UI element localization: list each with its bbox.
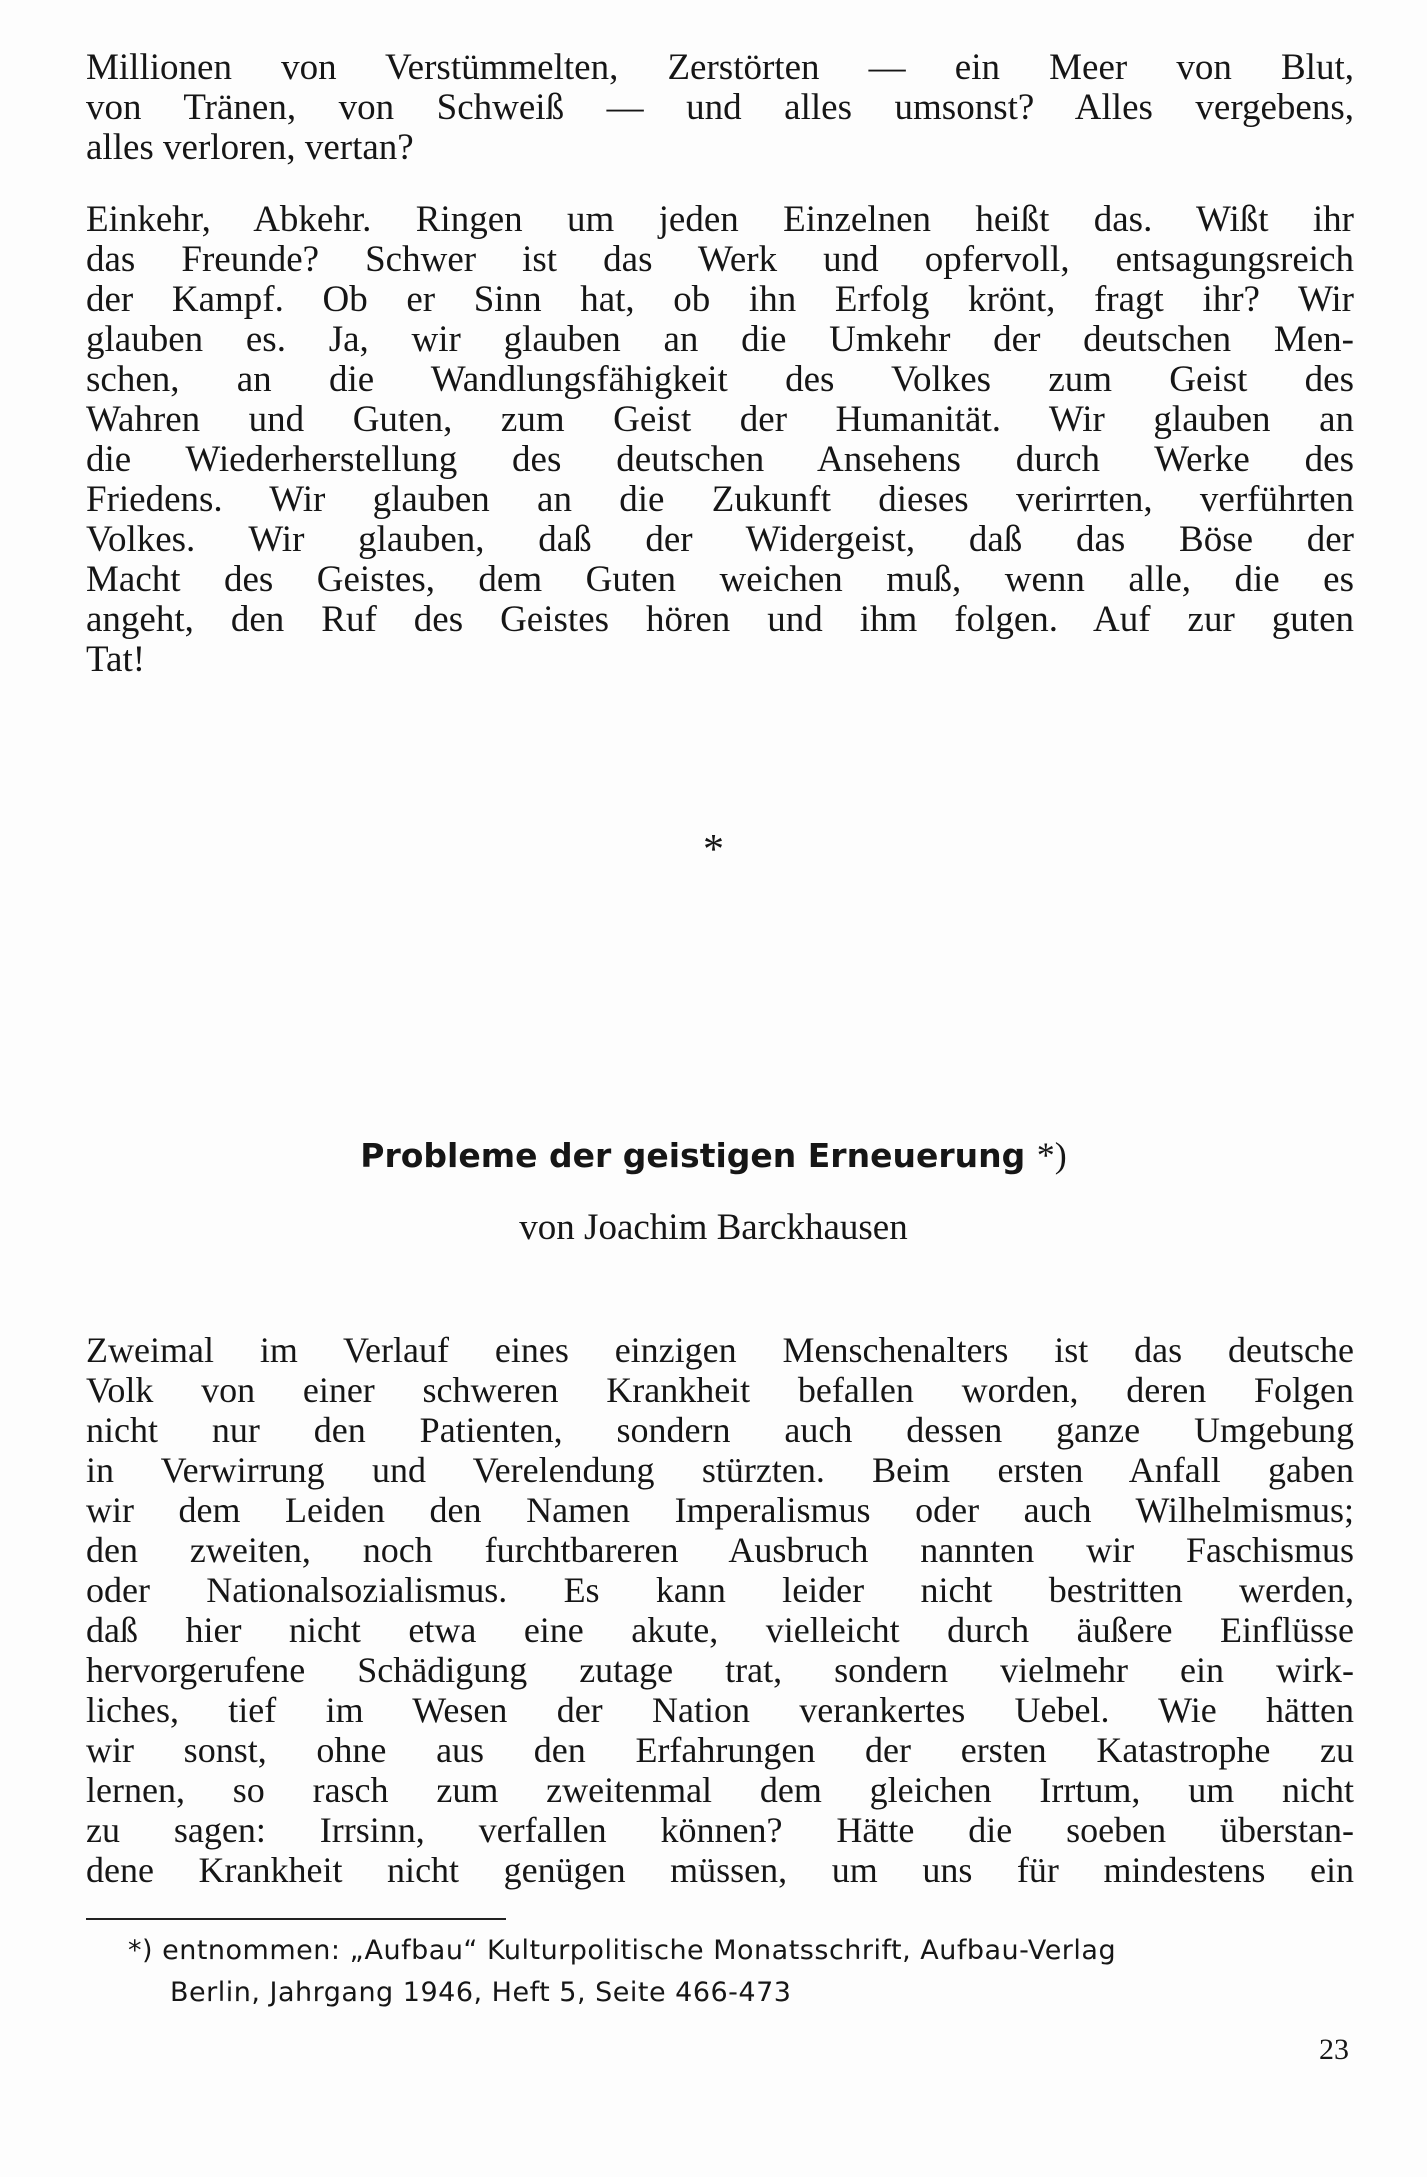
text-line: Volkes. Wir glauben, daß der Widergeist, daß das Böse der <box>86 519 1354 560</box>
text-line: nicht nur den Patienten, sondern auch dessen ganze Umgebung <box>86 1410 1354 1450</box>
paragraph-closing <box>86 200 1354 680</box>
article-author: von Joachim Barckhausen <box>519 1207 908 1248</box>
text-line: Millionen von Verstümmelten, Zerstörten — ein Meer von Blut, <box>86 47 1354 88</box>
text-line: lernen, so rasch zum zweitenmal dem gleichen Irrtum, um nicht <box>86 1770 1354 1810</box>
text-line: Friedens. Wir glauben an die Zukunft dieses verirrten, verführten <box>86 479 1354 520</box>
text-line: alles verloren, vertan? <box>86 127 414 168</box>
text-line: Volk von einer schweren Krankheit befallen worden, deren Folgen <box>86 1370 1354 1410</box>
text-line: dene Krankheit nicht genügen müssen, um uns für mindestens ein <box>86 1850 1354 1890</box>
article-title <box>0 1135 1427 1176</box>
text-line: den zweiten, noch furchtbareren Ausbruch nannten wir Faschismus <box>86 1530 1354 1570</box>
text-line: daß hier nicht etwa eine akute, vielleicht durch äußere Einflüsse <box>86 1610 1354 1650</box>
text-line: in Verwirrung und Verelendung stürzten. Beim ersten Anfall gaben <box>86 1450 1354 1490</box>
text-line: oder Nationalsozialismus. Es kann leider nicht bestritten werden, <box>86 1570 1354 1610</box>
text-line: die Wiederherstellung des deutschen Ansehens durch Werke des <box>86 439 1354 480</box>
footnote <box>128 1930 1354 2014</box>
footnote-divider <box>86 1918 506 1920</box>
text-line: Tat! <box>86 639 146 680</box>
article-body-paragraph <box>86 1330 1354 1890</box>
text-line: Wahren und Guten, zum Geist der Humanität. Wir glauben an <box>86 399 1354 440</box>
paragraph-continuation <box>86 48 1354 168</box>
text-line: Macht des Geistes, dem Guten weichen muß, wenn alle, die es <box>86 559 1354 600</box>
text-line: wir dem Leiden den Namen Imperalismus oder auch Wilhelmismus; <box>86 1490 1354 1530</box>
page-number: 23 <box>1319 2033 1349 2066</box>
text-line: liches, tief im Wesen der Nation verankertes Uebel. Wie hätten <box>86 1690 1354 1730</box>
text-line: das Freunde? Schwer ist das Werk und opfervoll, entsagungsreich <box>86 239 1354 280</box>
section-separator: * <box>703 827 724 873</box>
footnote-marker: *) <box>1036 1135 1067 1175</box>
text-line: glauben es. Ja, wir glauben an die Umkehr der deutschen Men- <box>86 319 1354 360</box>
text-line: zu sagen: Irrsinn, verfallen können? Hätte die soeben überstan- <box>86 1810 1354 1850</box>
text-line: Einkehr, Abkehr. Ringen um jeden Einzelnen heißt das. Wißt ihr <box>86 199 1354 240</box>
text-line: von Tränen, von Schweiß — und alles umsonst? Alles vergebens, <box>86 87 1354 128</box>
text-line: wir sonst, ohne aus den Erfahrungen der ersten Katastrophe zu <box>86 1730 1354 1770</box>
text-line: schen, an die Wandlungsfähigkeit des Volkes zum Geist des <box>86 359 1354 400</box>
text-line: Zweimal im Verlauf eines einzigen Menschenalters ist das deutsche <box>86 1330 1354 1370</box>
article-title-text: Probleme der geistigen Erneuerung <box>360 1136 1026 1175</box>
text-line: der Kampf. Ob er Sinn hat, ob ihn Erfolg krönt, fragt ihr? Wir <box>86 279 1354 320</box>
text-line: hervorgerufene Schädigung zutage trat, sondern vielmehr ein wirk- <box>86 1650 1354 1690</box>
text-line: angeht, den Ruf des Geistes hören und ihm folgen. Auf zur guten <box>86 599 1354 640</box>
footnote-line: Berlin, Jahrgang 1946, Heft 5, Seite 466-473 <box>170 1977 792 2008</box>
footnote-line: *) entnommen: „Aufbau“ Kulturpolitische Monatsschrift, Aufbau-Verlag <box>128 1935 1117 1966</box>
